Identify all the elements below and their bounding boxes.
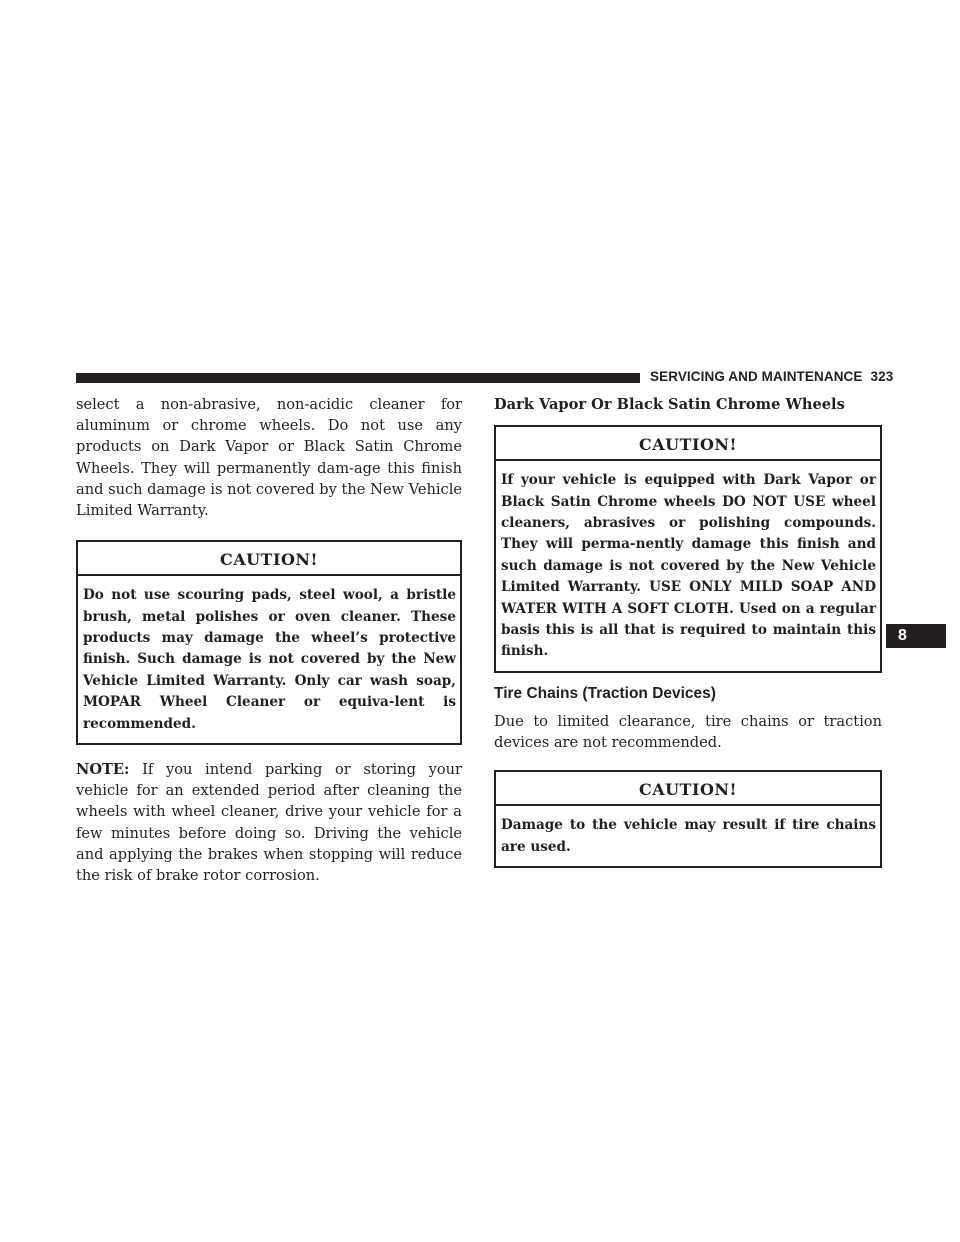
section-title: SERVICING AND MAINTENANCE (650, 369, 863, 384)
caution-box-tire-chains (494, 770, 882, 868)
caution-title: CAUTION! (496, 427, 880, 461)
caution-text: Damage to the vehicle may result if tire chains are used. (501, 817, 876, 855)
chapter-tab: 8 (886, 624, 946, 648)
tire-chains-heading: Tire Chains (Traction Devices) (494, 684, 716, 702)
caution-title: CAUTION! (78, 542, 460, 576)
dark-vapor-subheading: Dark Vapor Or Black Satin Chrome Wheels (494, 396, 845, 413)
right-column (494, 394, 882, 868)
caution-title: CAUTION! (496, 772, 880, 806)
note-paragraph (76, 759, 462, 886)
caution-box-wheel-cleaning (76, 540, 462, 745)
note-text: If you intend parking or storing your vehicle for an extended period after cleaning the wheels with wheel cleaner, drive your vehicle for a few minutes before doing so. Driving the vehicle and applying the brakes when stopping will reduce the risk of brake rotor corrosion. (76, 761, 462, 885)
left-column (76, 394, 462, 886)
caution-text: If your vehicle is equipped with Dark Vapor or Black Satin Chrome wheels DO NOT USE wheel cleaners, abrasives or polishing compounds. They will perma-nently damage this finish and such damage is not covered by the New Vehicle Limited Warranty. USE ONLY MILD SOAP AND WATER WITH A SOFT CLOTH. Used on a regular basis this is all that is required to maintain this finish. (501, 472, 876, 660)
caution-text: Do not use scouring pads, steel wool, a bristle brush, metal polishes or oven cleaner. These products may damage the wheel’s protective finish. Such damage is not covered by the New Vehicle Limited Warranty. Only car wash soap, MOPAR Wheel Cleaner or equiva-lent is recommended. (83, 587, 456, 732)
page-number: 323 (870, 369, 894, 384)
caution-box-dark-vapor (494, 425, 882, 673)
note-label: NOTE: (76, 761, 130, 779)
tire-chains-paragraph: Due to limited clearance, tire chains or traction devices are not recommended. (494, 712, 882, 752)
running-header (650, 369, 893, 384)
intro-paragraph: select a non-abrasive, non-acidic cleaner for aluminum or chrome wheels. Do not use any products on Dark Vapor or Black Satin Chrome Wheels. They will permanently dam-age this finish and such damage is not covered by the New Vehicle Limited Warranty. (76, 396, 462, 520)
header-rule (76, 373, 640, 383)
